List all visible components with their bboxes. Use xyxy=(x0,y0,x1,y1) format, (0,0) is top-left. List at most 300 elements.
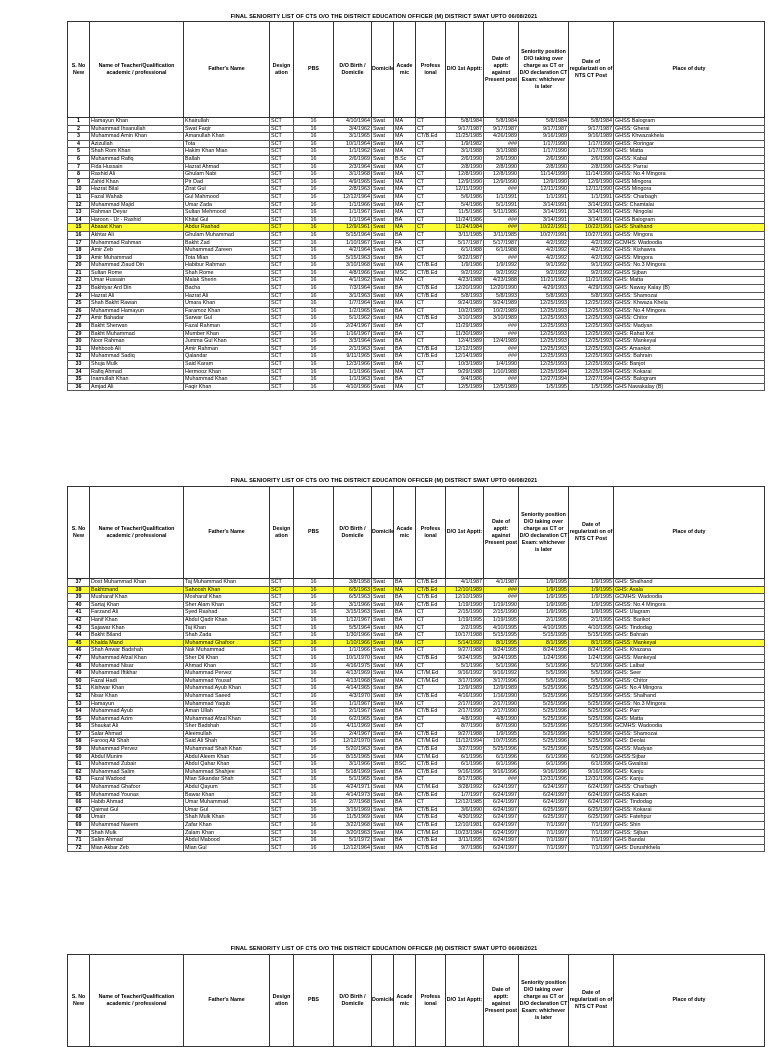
cell-first-appt: 10/3/1989 xyxy=(446,361,484,369)
cell-professional: CT xyxy=(416,609,446,617)
cell-present-post-date: 5/25/1996 xyxy=(484,746,519,754)
cell-domicile: Swat xyxy=(372,353,394,361)
column-header: Domicile xyxy=(372,955,394,1047)
column-header: Domicile xyxy=(372,487,394,579)
cell-place-of-duty: GHSS: Shalhand xyxy=(614,692,765,700)
cell-academic: BA xyxy=(394,632,416,640)
cell-academic: BA xyxy=(394,730,416,738)
cell-designation: SCT xyxy=(270,692,294,700)
cell-name: Fazal Wahab xyxy=(90,193,184,201)
cell-first-appt: 12/12/1989 xyxy=(446,345,484,353)
cell-present-post-date: 9/2/1992 xyxy=(484,269,519,277)
cell-professional: CT/B.Ed xyxy=(416,791,446,799)
cell-place-of-duty: GHSS: No.3 Mingora xyxy=(614,262,765,270)
cell-dob: 12/12/1964 xyxy=(334,844,372,852)
cell-place-of-duty: GHS: Fatehpur xyxy=(614,814,765,822)
cell-first-appt: 3/28/1992 xyxy=(446,784,484,792)
cell-sno: 1 xyxy=(68,118,90,126)
cell-present-post-date: 5/11/1986 xyxy=(484,209,519,217)
column-header: S. No New xyxy=(68,22,90,118)
cell-domicile: Swat xyxy=(372,338,394,346)
cell-father-name: Muhammad Yaqub xyxy=(184,700,270,708)
cell-seniority-date: 4/2/1992 xyxy=(519,254,569,262)
column-header: Design ation xyxy=(270,955,294,1047)
cell-sno: 22 xyxy=(68,277,90,285)
cell-professional: CT/B.Ed xyxy=(416,654,446,662)
cell-dob: 1/7/1964 xyxy=(334,300,372,308)
cell-first-appt: 9/27/1988 xyxy=(446,730,484,738)
table-row xyxy=(68,247,765,255)
cell-present-post-date: 4/8/1990 xyxy=(484,715,519,723)
cell-seniority-date: 5/25/1996 xyxy=(519,723,569,731)
cell-regularization-date: 1/17/1990 xyxy=(569,148,614,156)
cell-domicile: Swat xyxy=(372,133,394,141)
cell-place-of-duty: GHSS: Balogram xyxy=(614,376,765,384)
cell-professional: CT xyxy=(416,148,446,156)
cell-dob: 3/1/1963 xyxy=(334,292,372,300)
cell-pbs: 16 xyxy=(294,768,334,776)
cell-professional: CT xyxy=(416,376,446,384)
cell-sno: 34 xyxy=(68,368,90,376)
cell-first-appt: 1/19/1990 xyxy=(446,601,484,609)
cell-pbs: 16 xyxy=(294,586,334,594)
table-row xyxy=(68,262,765,270)
cell-pbs: 16 xyxy=(294,118,334,126)
cell-dob: 4/8/1966 xyxy=(334,269,372,277)
cell-academic: MA xyxy=(394,193,416,201)
column-header: D/O Birth / Domicile xyxy=(334,955,372,1047)
cell-name: Muhammad Zubair xyxy=(90,761,184,769)
cell-present-post-date: 4/10/1995 xyxy=(484,624,519,632)
cell-regularization-date: 6/24/1997 xyxy=(569,791,614,799)
cell-dob: 5/1/1962 xyxy=(334,315,372,323)
column-header: Date of apptt: against Present post xyxy=(484,22,519,118)
cell-professional: CT xyxy=(416,723,446,731)
cell-dob: 4/10/1966 xyxy=(334,383,372,391)
cell-academic: MA xyxy=(394,118,416,126)
cell-father-name: Zalam Khan xyxy=(184,829,270,837)
cell-regularization-date: 9/2/1992 xyxy=(569,269,614,277)
cell-academic: MA xyxy=(394,677,416,685)
cell-professional: CT xyxy=(416,118,446,126)
cell-designation: SCT xyxy=(270,148,294,156)
cell-pbs: 16 xyxy=(294,178,334,186)
cell-first-appt: 2/8/1990 xyxy=(446,163,484,171)
cell-place-of-duty: GHSS: Kokarai xyxy=(614,368,765,376)
cell-professional: CT xyxy=(416,140,446,148)
cell-father-name: Tota Mian xyxy=(184,254,270,262)
table-row xyxy=(68,670,765,678)
cell-domicile: Swat xyxy=(372,806,394,814)
table-row xyxy=(68,277,765,285)
cell-seniority-date: 3/14/1991 xyxy=(519,216,569,224)
cell-academic: BA xyxy=(394,247,416,255)
cell-domicile: Swat xyxy=(372,262,394,270)
table-row xyxy=(68,632,765,640)
cell-name: Sultan Rome xyxy=(90,269,184,277)
cell-first-appt: 9/2/1992 xyxy=(446,269,484,277)
table-row xyxy=(68,133,765,141)
cell-dob: 3/1/1968 xyxy=(334,171,372,179)
cell-seniority-date: 5/25/1996 xyxy=(519,692,569,700)
column-header: Acade mic xyxy=(394,22,416,118)
cell-academic: MA xyxy=(394,315,416,323)
cell-professional: CT xyxy=(416,616,446,624)
table-row xyxy=(68,753,765,761)
cell-present-post-date: 8/24/1995 xyxy=(484,647,519,655)
cell-academic: BA xyxy=(394,376,416,384)
table-row xyxy=(68,125,765,133)
cell-first-appt: 12/10/1981 xyxy=(446,822,484,830)
cell-sno: 37 xyxy=(68,579,90,587)
cell-designation: SCT xyxy=(270,186,294,194)
cell-professional: CT/B.Ed xyxy=(416,601,446,609)
cell-seniority-date: 6/1/1996 xyxy=(519,761,569,769)
cell-professional: CT xyxy=(416,361,446,369)
cell-professional: CT/B.Ed xyxy=(416,133,446,141)
cell-name: Muhammad Azim xyxy=(90,715,184,723)
cell-seniority-date: 1/5/1995 xyxy=(519,383,569,391)
cell-dob: 4/2/1964 xyxy=(334,247,372,255)
cell-academic: BA xyxy=(394,768,416,776)
cell-dob: 10/1/1964 xyxy=(334,140,372,148)
cell-seniority-date: 4/2/1992 xyxy=(519,239,569,247)
cell-present-post-date: ### xyxy=(484,140,519,148)
cell-first-appt: 5/14/1992 xyxy=(446,639,484,647)
cell-regularization-date: 12/25/1993 xyxy=(569,315,614,323)
cell-sno: 59 xyxy=(68,746,90,754)
cell-domicile: Swat xyxy=(372,662,394,670)
table-row xyxy=(68,746,765,754)
cell-pbs: 16 xyxy=(294,784,334,792)
cell-name: Farzand Ali xyxy=(90,609,184,617)
cell-regularization-date: 7/1/1997 xyxy=(569,837,614,845)
table-row xyxy=(68,323,765,331)
cell-place-of-duty: GHSS: No.4 Mingora xyxy=(614,601,765,609)
cell-name: Umar Hussain xyxy=(90,277,184,285)
cell-regularization-date: 3/14/1991 xyxy=(569,201,614,209)
cell-seniority-date: 5/5/1996 xyxy=(519,677,569,685)
cell-dob: 3/1/1966 xyxy=(334,761,372,769)
cell-designation: SCT xyxy=(270,201,294,209)
table-row xyxy=(68,315,765,323)
table-row xyxy=(68,814,765,822)
column-header: Acade mic xyxy=(394,487,416,579)
cell-father-name: Abdul Qadir Khan xyxy=(184,616,270,624)
cell-present-post-date: ### xyxy=(484,376,519,384)
cell-present-post-date: 1/9/1995 xyxy=(484,730,519,738)
cell-present-post-date: ### xyxy=(484,586,519,594)
cell-first-appt: 11/5/1986 xyxy=(446,209,484,217)
cell-dob: 2/6/1969 xyxy=(334,155,372,163)
cell-pbs: 16 xyxy=(294,738,334,746)
cell-regularization-date: 5/15/1995 xyxy=(569,632,614,640)
cell-seniority-date: 1/17/1990 xyxy=(519,140,569,148)
cell-place-of-duty: GHSS Mingora xyxy=(614,178,765,186)
cell-pbs: 16 xyxy=(294,677,334,685)
cell-present-post-date: 8/7/1990 xyxy=(484,723,519,731)
cell-academic: MA xyxy=(394,292,416,300)
cell-sno: 9 xyxy=(68,178,90,186)
column-header: Name of Teacher/Qualification academic / professional xyxy=(90,487,184,579)
cell-name: Hamayun xyxy=(90,700,184,708)
cell-domicile: Swat xyxy=(372,148,394,156)
cell-seniority-date: 3/14/1991 xyxy=(519,209,569,217)
table-row xyxy=(68,269,765,277)
column-header: Date of apptt: against Present post xyxy=(484,487,519,579)
cell-father-name: Umar Muhammad xyxy=(184,799,270,807)
cell-academic: BA xyxy=(394,647,416,655)
table-row xyxy=(68,730,765,738)
cell-seniority-date: 12/25/1993 xyxy=(519,345,569,353)
cell-academic: BA xyxy=(394,723,416,731)
cell-pbs: 16 xyxy=(294,285,334,293)
cell-father-name: Muhammad Zareen xyxy=(184,247,270,255)
cell-father-name: Qalandar xyxy=(184,353,270,361)
cell-present-post-date: 2/15/1990 xyxy=(484,609,519,617)
cell-domicile: Swat xyxy=(372,700,394,708)
cell-place-of-duty: GHS: Matta xyxy=(614,277,765,285)
cell-dob: 1/1/1966 xyxy=(334,368,372,376)
cell-name: Kishwar Khan xyxy=(90,685,184,693)
cell-sno: 16 xyxy=(68,231,90,239)
cell-first-appt: 2/15/1990 xyxy=(446,609,484,617)
column-header: D/O 1st Apptt: xyxy=(446,22,484,118)
cell-seniority-date: 9/16/1996 xyxy=(519,768,569,776)
cell-dob: 3/10/1968 xyxy=(334,262,372,270)
cell-professional: CT/M.Ed xyxy=(416,784,446,792)
cell-name: Shaukat Ali xyxy=(90,723,184,731)
cell-sno: 32 xyxy=(68,353,90,361)
cell-first-appt: 5/8/1993 xyxy=(446,292,484,300)
cell-domicile: Swat xyxy=(372,791,394,799)
cell-pbs: 16 xyxy=(294,193,334,201)
cell-dob: 2/8/1963 xyxy=(334,186,372,194)
cell-pbs: 16 xyxy=(294,201,334,209)
cell-dob: 3/1/1966 xyxy=(334,601,372,609)
cell-designation: SCT xyxy=(270,700,294,708)
column-header: Place of duty xyxy=(614,955,765,1047)
cell-first-appt: 12/12/1985 xyxy=(446,799,484,807)
cell-dob: 12/9/1961 xyxy=(334,224,372,232)
cell-professional: CT xyxy=(416,715,446,723)
cell-dob: 1/10/1967 xyxy=(334,239,372,247)
column-header: Date of regularizati on of NTS CT Post xyxy=(569,487,614,579)
cell-present-post-date: 12/5/1989 xyxy=(484,383,519,391)
cell-regularization-date: 5/5/1996 xyxy=(569,670,614,678)
cell-domicile: Swat xyxy=(372,345,394,353)
column-header: PBS xyxy=(294,22,334,118)
cell-designation: SCT xyxy=(270,292,294,300)
cell-father-name: Mumber Khan xyxy=(184,330,270,338)
cell-father-name: Mosharaf Khan xyxy=(184,594,270,602)
cell-place-of-duty: GHSS: Charbagh xyxy=(614,193,765,201)
cell-pbs: 16 xyxy=(294,315,334,323)
cell-name: Qaimat Gul xyxy=(90,806,184,814)
cell-professional: CT/M.Ed xyxy=(416,738,446,746)
cell-academic: BA xyxy=(394,338,416,346)
cell-designation: SCT xyxy=(270,383,294,391)
cell-sno: 66 xyxy=(68,799,90,807)
column-header: Father's Name xyxy=(184,955,270,1047)
cell-professional: CT/B.Ed xyxy=(416,315,446,323)
cell-father-name: Sher Dil Khan xyxy=(184,654,270,662)
cell-name: Hanif Khan xyxy=(90,616,184,624)
cell-present-post-date: 6/24/1997 xyxy=(484,784,519,792)
cell-father-name: Nak Muhammad xyxy=(184,647,270,655)
cell-pbs: 16 xyxy=(294,723,334,731)
cell-domicile: Swat xyxy=(372,231,394,239)
cell-dob: 8/15/1965 xyxy=(334,753,372,761)
cell-sno: 41 xyxy=(68,609,90,617)
cell-professional: CT xyxy=(416,624,446,632)
cell-father-name: Muhammad Shah Khan xyxy=(184,746,270,754)
cell-name: Abasat Khan xyxy=(90,224,184,232)
cell-regularization-date: 9/1/1992 xyxy=(569,262,614,270)
cell-name: Umair xyxy=(90,814,184,822)
cell-present-post-date: 1/9/1992 xyxy=(484,262,519,270)
cell-first-appt: 12/4/1989 xyxy=(446,338,484,346)
cell-academic: BA xyxy=(394,285,416,293)
cell-dob: 4/16/1975 xyxy=(334,662,372,670)
cell-seniority-date: 5/15/1995 xyxy=(519,632,569,640)
cell-academic: BA xyxy=(394,616,416,624)
cell-place-of-duty: GHSS: Chitor xyxy=(614,315,765,323)
column-header: Profess ional xyxy=(416,22,446,118)
cell-father-name: Abdul Mabood xyxy=(184,837,270,845)
cell-designation: SCT xyxy=(270,193,294,201)
cell-father-name: Bawar Khan xyxy=(184,791,270,799)
cell-academic: MA xyxy=(394,140,416,148)
cell-place-of-duty: GHSS: Khwaza Khela xyxy=(614,300,765,308)
cell-father-name: Hermooz Khan xyxy=(184,368,270,376)
cell-professional: CT/B.Ed xyxy=(416,814,446,822)
column-header: Profess ional xyxy=(416,487,446,579)
cell-father-name: Shah Zada xyxy=(184,632,270,640)
cell-seniority-date: 12/11/1990 xyxy=(519,186,569,194)
table-row xyxy=(68,708,765,716)
cell-regularization-date: 12/25/1993 xyxy=(569,307,614,315)
cell-first-appt: 12/11/1990 xyxy=(446,186,484,194)
table-row xyxy=(68,186,765,194)
cell-present-post-date: 6/24/1997 xyxy=(484,844,519,852)
cell-pbs: 16 xyxy=(294,685,334,693)
cell-father-name: Bakht Zad xyxy=(184,239,270,247)
cell-seniority-date: 8/1/1995 xyxy=(519,639,569,647)
cell-name: Nisar Khan xyxy=(90,692,184,700)
cell-seniority-date: 12/25/1993 xyxy=(519,361,569,369)
cell-first-appt: 3/11/1985 xyxy=(446,231,484,239)
table-body xyxy=(68,118,765,391)
cell-name: Fazal Wadood xyxy=(90,776,184,784)
cell-present-post-date: 9/24/1989 xyxy=(484,300,519,308)
cell-place-of-duty: GHSS: Charbagh xyxy=(614,784,765,792)
cell-designation: SCT xyxy=(270,662,294,670)
cell-sno: 71 xyxy=(68,837,90,845)
table-row xyxy=(68,700,765,708)
cell-first-appt: 5/17/1987 xyxy=(446,239,484,247)
cell-sno: 51 xyxy=(68,685,90,693)
cell-name: Muhammad Ghafoor xyxy=(90,784,184,792)
cell-sno: 43 xyxy=(68,624,90,632)
cell-pbs: 16 xyxy=(294,186,334,194)
cell-place-of-duty: GHSS: Chitor xyxy=(614,677,765,685)
cell-present-post-date: 12/9/1989 xyxy=(484,685,519,693)
cell-seniority-date: 12/25/1993 xyxy=(519,338,569,346)
cell-father-name: Ballah xyxy=(184,155,270,163)
cell-professional: CT/M.Ed xyxy=(416,670,446,678)
cell-father-name: Sher Alam Khan xyxy=(184,601,270,609)
table-header-row xyxy=(68,22,765,118)
cell-domicile: Swat xyxy=(372,368,394,376)
cell-sno: 57 xyxy=(68,730,90,738)
cell-first-appt: 12/8/1990 xyxy=(446,171,484,179)
cell-professional: CT xyxy=(416,163,446,171)
cell-dob: 4/14/1973 xyxy=(334,791,372,799)
cell-first-appt: 4/23/1988 xyxy=(446,277,484,285)
cell-academic: MA xyxy=(394,262,416,270)
cell-present-post-date: 4/26/1989 xyxy=(484,133,519,141)
column-header: Father's Name xyxy=(184,22,270,118)
cell-regularization-date: 9/17/1987 xyxy=(569,125,614,133)
cell-regularization-date: 5/25/1996 xyxy=(569,715,614,723)
cell-present-post-date: 6/24/1997 xyxy=(484,822,519,830)
cell-seniority-date: 9/1/1992 xyxy=(519,262,569,270)
cell-academic: BA xyxy=(394,799,416,807)
cell-pbs: 16 xyxy=(294,262,334,270)
cell-father-name: Abdul Aleem Khan xyxy=(184,753,270,761)
cell-name: Fazal Hadi xyxy=(90,677,184,685)
cell-professional: CT/B.Ed xyxy=(416,822,446,830)
cell-academic: BA xyxy=(394,254,416,262)
cell-present-post-date: 1/19/1995 xyxy=(484,616,519,624)
cell-place-of-duty: GHSS Kalam xyxy=(614,791,765,799)
cell-academic: BA xyxy=(394,746,416,754)
cell-father-name: Umar Zada xyxy=(184,201,270,209)
cell-sno: 5 xyxy=(68,148,90,156)
cell-designation: SCT xyxy=(270,254,294,262)
cell-place-of-duty: GHS: Lalbat xyxy=(614,662,765,670)
table-row xyxy=(68,647,765,655)
cell-father-name: Said Ali Shah xyxy=(184,738,270,746)
cell-present-post-date: 1/16/1990 xyxy=(484,692,519,700)
cell-sno: 6 xyxy=(68,155,90,163)
cell-regularization-date: 1/9/1995 xyxy=(569,609,614,617)
cell-sno: 44 xyxy=(68,632,90,640)
cell-academic: BA xyxy=(394,594,416,602)
cell-present-post-date: 12/8/1990 xyxy=(484,171,519,179)
cell-pbs: 16 xyxy=(294,368,334,376)
cell-sno: 14 xyxy=(68,216,90,224)
cell-name: Muhammad Nisar xyxy=(90,662,184,670)
cell-place-of-duty: GHS: Chamtalai xyxy=(614,201,765,209)
cell-father-name: Muhammad Shahjee xyxy=(184,768,270,776)
cell-pbs: 16 xyxy=(294,323,334,331)
page-title: FINAL SENIORITY LIST OF CTS O/O THE DISTRICT EDUCATION OFFICER (M) DISTRICT SWAT UPTO 06/08/2021 xyxy=(230,478,538,484)
cell-first-appt: 9/29/1988 xyxy=(446,368,484,376)
cell-place-of-duty: GHSS Khwazakhela xyxy=(614,133,765,141)
cell-place-of-duty: GHSS Balogram xyxy=(614,118,765,126)
cell-name: Shah Mulk xyxy=(90,829,184,837)
cell-academic: MA xyxy=(394,171,416,179)
cell-sno: 7 xyxy=(68,163,90,171)
cell-pbs: 16 xyxy=(294,579,334,587)
cell-academic: MA xyxy=(394,178,416,186)
cell-designation: SCT xyxy=(270,761,294,769)
cell-dob: 3/20/1963 xyxy=(334,829,372,837)
cell-first-appt: 2/6/1990 xyxy=(446,155,484,163)
cell-seniority-date: 12/25/1993 xyxy=(519,330,569,338)
